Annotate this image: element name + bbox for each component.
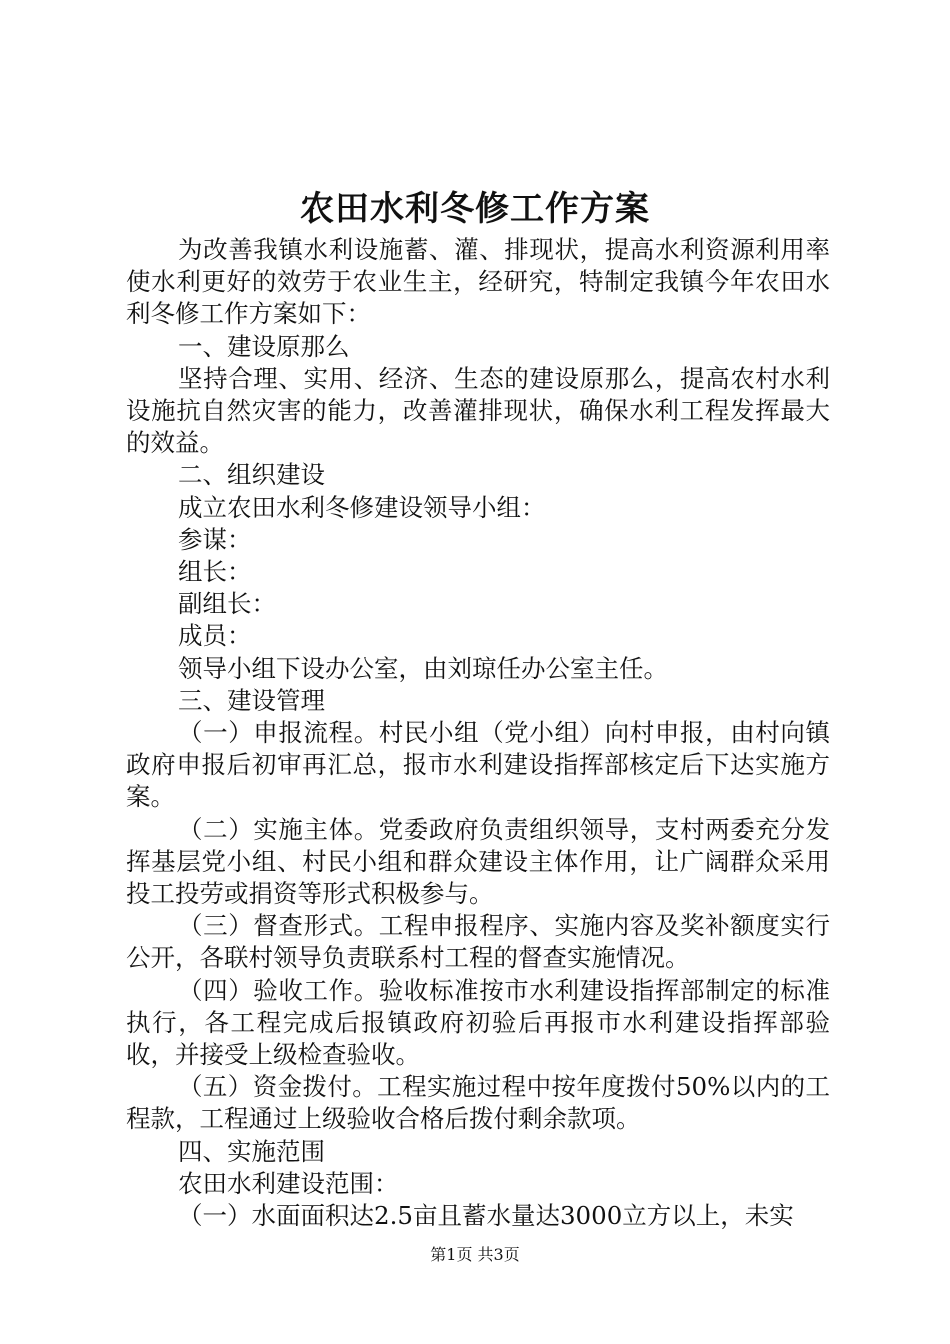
leader-line: 组长： [178, 557, 252, 587]
members-line: 成员： [178, 621, 252, 651]
page-number-footer: 第1页 共3页 [430, 1245, 520, 1264]
management-item-1: （一）申报流程。村民小组（党小组）向村申报，由村向镇政府申报后初审再汇总，报市水利建设指挥部核定后下达实施方案。 [126, 718, 830, 812]
management-item-2: （二）实施主体。党委政府负责组织领导，支村两委充分发挥基层党小组、村民小组和群众建设主体作用，让广阔群众采用投工投劳或捐资等形式积极参与。 [126, 814, 830, 909]
advisor-line: 参谋： [178, 524, 252, 554]
organization-paragraph: 成立农田水利冬修建设领导小组： [178, 492, 546, 522]
section-heading-organization: 二、组织建设 [178, 460, 325, 490]
scope-item-1: （一）水面面积达2.5亩且蓄水量达3000立方以上，未实 [178, 1201, 794, 1231]
management-item-5: （五）资金拨付。工程实施过程中按年度拨付50%以内的工程款，工程通过上级验收合格后拨付剩余款项。 [126, 1072, 830, 1134]
section-heading-management: 三、建设管理 [178, 685, 325, 715]
section-heading-principles: 一、建设原那么 [178, 331, 350, 361]
intro-paragraph: 为改善我镇水利设施蓄、灌、排现状，提高水利资源利用率使水利更好的效劳于农业生主，经研究，特制定我镇今年农田水利冬修工作方案如下： [126, 235, 830, 329]
management-item-3: （三）督查形式。工程申报程序、实施内容及奖补额度实行公开，各联村领导负责联系村工程的督查实施情况。 [126, 911, 830, 973]
scope-paragraph: 农田水利建设范围： [178, 1168, 399, 1198]
principles-paragraph: 坚持合理、实用、经济、生态的建设原那么，提高农村水利设施抗自然灾害的能力，改善灌排现状，确保水利工程发挥最大的效益。 [126, 363, 830, 458]
document-title: 农田水利冬修工作方案 [300, 189, 650, 229]
section-heading-scope: 四、实施范围 [178, 1136, 325, 1166]
office-paragraph: 领导小组下设办公室，由刘琼任办公室主任。 [178, 653, 668, 683]
deputy-leader-line: 副组长： [178, 589, 276, 619]
document-body [126, 234, 830, 1232]
management-item-4: （四）验收工作。验收标准按市水利建设指挥部制定的标准执行，各工程完成后报镇政府初验后再报市水利建设指挥部验收，并接受上级检查验收。 [126, 975, 830, 1070]
